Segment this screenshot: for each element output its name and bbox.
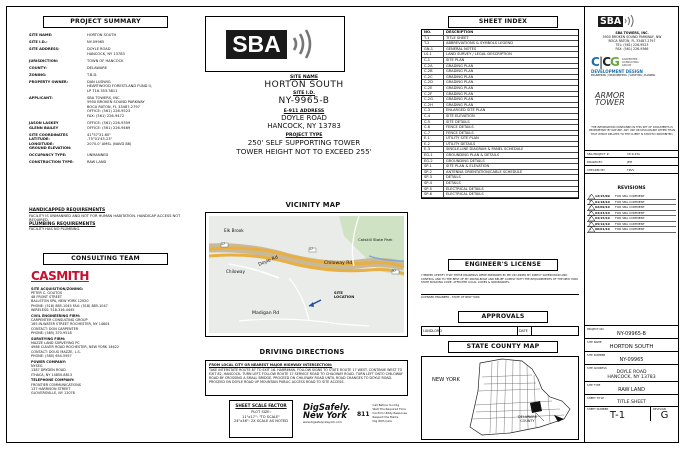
revision-desc: FOR SBA COMMENT bbox=[615, 210, 645, 215]
approvals-date-label: DATE bbox=[518, 327, 532, 335]
route-shield-17b: 17 bbox=[309, 247, 314, 251]
driving-directions-header: DRIVING DIRECTIONS bbox=[247, 348, 357, 359]
summary-value: 41°57'31.60" -75°01'45.23" 2070.0' AMSL (NAVD 88) bbox=[87, 132, 132, 146]
revision-date: 01/18/10 bbox=[595, 199, 610, 204]
tb-tel: TEL: (561) 226-9523 bbox=[615, 42, 649, 47]
approvals-header: APPROVALS bbox=[458, 311, 548, 323]
sheet-index-no: C-2A bbox=[422, 64, 444, 69]
project-type-label: PROJECT TYPE bbox=[285, 133, 323, 138]
sheet-index-desc: FENCE DETAILS bbox=[446, 125, 474, 130]
tb-site-number-label: SITE NUMBER bbox=[587, 353, 606, 357]
sheet-index-row[interactable] bbox=[422, 192, 578, 198]
map-label-site-location: SITE LOCATION bbox=[334, 291, 355, 299]
sheet-index-desc: GRADING PLAN bbox=[446, 69, 474, 74]
sheet-index-no: LS-1 bbox=[422, 52, 444, 57]
tb-sheet-number: T-1 bbox=[609, 410, 626, 422]
consulting-line: PHONE: (518) 885-1045 FAX: (518) 885-1047 bbox=[31, 303, 108, 308]
tb-proj-no-label: SBA PROJECT #: bbox=[587, 152, 610, 156]
sheet-index-desc: LAND SURVEY / LEGAL DESCRIPTION bbox=[446, 52, 512, 57]
sheet-index-no: C-2D bbox=[422, 80, 444, 85]
consulting-line: 1387 DRYDEN ROAD bbox=[31, 368, 66, 373]
revision-desc: FOR SBA COMMENT bbox=[615, 205, 645, 209]
tb-project: NY-09965-B bbox=[617, 331, 646, 337]
consulting-line: NYSEG bbox=[31, 364, 43, 369]
digsafely-name2: New York bbox=[303, 410, 347, 420]
tb-site-name: HORTON SOUTH bbox=[609, 344, 654, 350]
approvals-row bbox=[421, 326, 579, 336]
summary-value: NY-09965 bbox=[87, 39, 105, 44]
sheet-index-header: SHEET INDEX bbox=[448, 16, 558, 28]
sheet-index-no: C-2E bbox=[422, 86, 444, 91]
tb-ccg-sub: ENGINEERING | ENVIRONMENTAL | SURVEYING | PLANNING bbox=[591, 74, 656, 77]
handicapped-text: FACILITY IS UNMANNED AND NOT FOR HUMAN HABITATION. HANDICAP ACCESS NOT REQUIRED. bbox=[29, 213, 181, 223]
tb-sba-address bbox=[587, 32, 677, 52]
approvals-landlord: LANDLORD bbox=[423, 329, 442, 333]
sheet-index-no: C-2F bbox=[422, 92, 444, 97]
tb-site-number-cell bbox=[585, 352, 678, 365]
county-map-frame bbox=[421, 356, 579, 440]
sheet-index-desc: SITE DETAILS bbox=[446, 119, 470, 124]
tb-drawn-label: DRAWN BY: bbox=[587, 159, 603, 164]
sheet-index-desc: SITE PLAN & ELEVATION bbox=[446, 164, 490, 169]
sheet-index-no: C-7 bbox=[422, 131, 444, 136]
summary-value: RAW LAND bbox=[87, 160, 107, 165]
sba-logo: SBA bbox=[226, 30, 287, 59]
revision-letter: G bbox=[589, 227, 592, 231]
map-label-madigan-rd: Madigan Rd bbox=[252, 311, 280, 316]
summary-value: DOYLE ROAD HANCOCK, NY 13783 bbox=[87, 46, 125, 56]
plumbing-title: PLUMBING REQUIREMENTS bbox=[29, 221, 96, 227]
digsafely-step: Dig With Care bbox=[372, 419, 392, 423]
revision-row bbox=[587, 227, 676, 233]
tb-ccg-mark: C|CG bbox=[591, 55, 619, 69]
revision-desc: FOR SBA COMMENT bbox=[615, 194, 645, 198]
revision-triangle bbox=[587, 222, 595, 227]
sheet-index-no: SP-6 bbox=[422, 192, 444, 197]
tb-notice: THE INFORMATION CONTAINED IN THIS SET OF DOCUMENTS IS PROPRIETARY BY NATURE. ANY USE OR DISCLOSURE OTHER THAN THAT WHICH RELATES TO THE CLIENT IS STRICTLY PROHIBITED. bbox=[589, 126, 675, 136]
consulting-line: SURVEYING FIRM: bbox=[31, 336, 66, 341]
summary-row bbox=[29, 133, 187, 151]
vicinity-map-header: VICINITY MAP bbox=[275, 201, 351, 212]
consulting-line: CARPENTER CONSULTING GROUP bbox=[31, 318, 88, 323]
tb-ccg-logo bbox=[591, 55, 675, 83]
digsafely-url: www.digsafelynewyork.com bbox=[303, 420, 342, 424]
sheet-index-no: C-4 bbox=[422, 114, 444, 119]
summary-label: SITE I.D.: bbox=[29, 39, 48, 44]
route-shield-97: 97 bbox=[392, 269, 397, 273]
sheet-index-desc: GRADING PLAN bbox=[446, 97, 474, 102]
drawing-sheet bbox=[6, 6, 679, 443]
e911-address-line2: HANCOCK, NY 13783 bbox=[267, 122, 341, 130]
revision-date: 06/01/10 bbox=[595, 227, 610, 231]
sheet-index-col-desc: DESCRIPTION bbox=[446, 30, 474, 34]
project-type-line1: 250' SELF SUPPORTING TOWER bbox=[247, 138, 361, 147]
sheet-index-desc: DETAILS bbox=[446, 175, 461, 180]
consulting-line: CONTACT: DOUG MAZZE, L.S. bbox=[31, 349, 81, 354]
tb-sheet-title-cell bbox=[585, 395, 678, 407]
handicapped-section bbox=[29, 209, 189, 232]
summary-row bbox=[29, 40, 187, 45]
sheet-index-no: T-2 bbox=[422, 41, 444, 46]
sheet-index-desc: GRADING PLAN bbox=[446, 85, 474, 90]
e911-address-line1: DOYLE ROAD bbox=[281, 114, 327, 122]
summary-row bbox=[29, 59, 187, 64]
revision-desc: FOR SBA COMMENT bbox=[615, 227, 645, 231]
summary-value: OFFICE: (561) 226-9359 OFFICE: (561) 226-9469 bbox=[87, 121, 131, 130]
tb-site-number: NY-09965 bbox=[619, 357, 644, 363]
sheet-index-desc: GENERAL NOTES bbox=[446, 46, 477, 51]
summary-label: JASON LASKEY GLENN BAILEY bbox=[29, 121, 59, 130]
consulting-line: PHONE: (585) 370-9518 bbox=[31, 330, 72, 335]
tb-site-type: RAW LAND bbox=[618, 387, 645, 394]
sheet-index-no: SP-1 bbox=[422, 164, 444, 169]
project-summary-header: PROJECT SUMMARY bbox=[43, 16, 168, 28]
tb-sheet-number-row bbox=[585, 407, 678, 421]
summary-label: SITE NAME: bbox=[29, 33, 53, 37]
tb-site-name-label: SITE NAME bbox=[587, 340, 602, 344]
site-name-label: SITE NAME bbox=[290, 75, 318, 80]
sheet-index-no: C-6 bbox=[422, 125, 444, 130]
revision-letter: F bbox=[589, 222, 591, 226]
county-map-header: STATE COUNTY MAP bbox=[448, 341, 558, 353]
sheet-index-no: C-2C bbox=[422, 75, 444, 80]
tb-site-address-cell bbox=[585, 365, 678, 382]
consulting-line: 165 IN-WATER STREET ROCHESTER, NY 14604 bbox=[31, 322, 110, 327]
revision-date: 05/12/10 bbox=[595, 221, 610, 226]
consulting-line: SITE ACQUISITION/ZONING: bbox=[31, 286, 84, 291]
sheet-index-no: SP-2 bbox=[422, 170, 444, 175]
site-id-label: SITE I.D. bbox=[293, 91, 315, 96]
tb-revisions-table bbox=[587, 194, 676, 233]
sheet-index-no: SP-3 bbox=[422, 175, 444, 180]
sheet-index-no: EG-1 bbox=[422, 153, 444, 158]
summary-label: PROPERTY OWNER: bbox=[29, 79, 69, 84]
consulting-line: TELEPHONE COMPANY: bbox=[31, 378, 75, 383]
consulting-line: 4986 CULVER ROAD ROCHESTER, NEW YORK 14622 bbox=[31, 345, 120, 350]
revision-triangle bbox=[587, 216, 595, 221]
summary-row bbox=[29, 33, 187, 38]
scale-line1: PLOT SIZE: bbox=[251, 410, 271, 414]
sheet-index-desc: GRADING PLAN bbox=[446, 91, 474, 96]
signal-waves-icon bbox=[290, 27, 324, 61]
consulting-line: POWER COMPANY: bbox=[31, 359, 67, 364]
tb-ccg-name: CARPENTER CONSULTING GROUP bbox=[621, 57, 639, 67]
sheet-index-desc: GRADING PLAN bbox=[446, 80, 474, 85]
revision-desc: FOR SBA COMMENT bbox=[615, 199, 645, 204]
map-label-chiloway: Chiloway bbox=[226, 269, 245, 274]
revision-desc: FOR SBA COMMENT bbox=[615, 216, 645, 220]
approvals-date[interactable] bbox=[532, 327, 578, 335]
engineers-license-header: ENGINEER'S LICENSE bbox=[448, 259, 558, 271]
driving-subtitle: FROM LOCAL CITY OR NEAREST MAJOR HIGHWAY INTERSECTION: bbox=[209, 363, 333, 367]
summary-value: UNMANNED bbox=[87, 153, 109, 158]
sheet-index-desc: GRADING PLAN bbox=[446, 102, 474, 107]
tb-site-address: DOYLE ROAD HANCOCK, NY 13783 bbox=[607, 370, 656, 381]
consulting-line: MAZZE LAND SURVEYING PC bbox=[31, 341, 80, 346]
county-map-state: NEW YORK bbox=[432, 377, 460, 383]
tb-revision-label: REVISION bbox=[653, 407, 666, 412]
revision-triangle bbox=[587, 227, 595, 232]
summary-label: JURISDICTION: bbox=[29, 58, 59, 63]
county-map-county: DELAWARE COUNTY bbox=[518, 415, 537, 423]
tb-sheet-title: TITLE SHEET bbox=[617, 400, 646, 406]
sheet-index-no: C-1 bbox=[422, 58, 444, 63]
revision-triangle bbox=[587, 200, 595, 205]
revision-date: 12/15/09 bbox=[595, 194, 610, 198]
sheet-index-no: SP-5 bbox=[422, 187, 444, 192]
site-info-block bbox=[205, 75, 403, 156]
digsafely-step: Respect the Marks bbox=[372, 415, 399, 419]
plumbing-text: FACILITY HAS NO PLUMBING. bbox=[29, 227, 81, 232]
summary-row bbox=[29, 47, 187, 56]
scale-line3: 24"x36": 2X SCALE AS NOTED bbox=[233, 419, 289, 424]
casmith-logo-text: CASMITH bbox=[31, 269, 89, 283]
tb-site-address-label: SITE ADDRESS bbox=[587, 366, 607, 370]
summary-label: OCCUPANCY TYPE: bbox=[29, 153, 67, 158]
tb-site-name-cell bbox=[585, 339, 678, 352]
summary-row bbox=[29, 153, 187, 158]
tb-project-fields bbox=[585, 325, 678, 421]
tb-sheet-number-label: SHEET NUMBER bbox=[587, 407, 609, 412]
sheet-index-desc: FENCE DETAILS bbox=[446, 130, 474, 135]
digsafely-step: Confirm Utility Response bbox=[372, 411, 407, 415]
driving-directions-box bbox=[205, 360, 408, 396]
project-type-line2: TOWER HEIGHT NOT TO EXCEED 255' bbox=[236, 147, 372, 156]
sheet-index-no: SP-4 bbox=[422, 181, 444, 186]
consulting-line: CONTACT: DON CARPENTER bbox=[31, 326, 79, 331]
consulting-line: ITHACA, NY 14850-8813 bbox=[31, 372, 73, 377]
sheet-index-desc: ABBREVIATIONS & SYMBOLS LEGEND bbox=[446, 41, 514, 46]
driving-text: TAKE INTERSTATE ROUTE 87 TO EXIT 16. HARRIMAN. FOLLOW SIGNS TO STATE ROUTE 17 WEST. CONTINUE WEST TO EXIT 82, HANCOCK. TURN LEFT. FOLLOW ROUTE 17 SERVICE ROAD TO CHILOWAY ROAD. TURN LEFT ONTO CHILOWAY ROAD BY CROSSING A SMALL BRIDGE. PROCEED ON CHILOWAY ROAD UNTIL ROAD CHANGES TO DOYLE ROAD. PROCEED ON DOYLE ROAD UP MOUNTAIN PUBLIC ACCESS ROAD TO SITE ACCESS. bbox=[209, 367, 403, 384]
scale-title: SHEET SCALE FACTOR bbox=[235, 403, 287, 408]
tb-project-meta bbox=[585, 150, 678, 174]
tb-company: SBA TOWERS, INC. bbox=[615, 31, 649, 35]
consulting-line: GLOVERSVILLE, NY 12078 bbox=[31, 391, 75, 396]
handicapped-title: HANDICAPPED REQUIREMENTS bbox=[29, 208, 106, 213]
tb-sba-logo bbox=[598, 14, 637, 28]
digsafely-name1: DigSafely. bbox=[303, 402, 351, 412]
consulting-line: PHONE: (585) 654-5957 bbox=[31, 353, 72, 358]
tb-address: 5900 BROKEN SOUND PARKWAY, NW BOCA RATON, FL 33487-2797 bbox=[602, 34, 662, 43]
tb-sheet-number-cell bbox=[585, 407, 651, 421]
sheet-index-desc: GRADING PLAN bbox=[446, 63, 474, 68]
tb-ccg-dev: DEVELOPMENT DESIGN bbox=[591, 69, 643, 74]
consulting-line: FRONTIER COMMUNICATIONS bbox=[31, 382, 81, 387]
revision-date: 04/15/10 bbox=[595, 216, 610, 220]
ny-county-map bbox=[422, 357, 578, 439]
tb-site-type-cell bbox=[585, 382, 678, 395]
summary-label: ZONING: bbox=[29, 72, 47, 77]
summary-label: SITE COORDINATES LATITUDE: LONGITUDE: GROUND ELEVATION: bbox=[29, 132, 72, 151]
tb-checked-label: CHECKED BY: bbox=[587, 167, 606, 172]
revision-triangle bbox=[587, 205, 595, 210]
tb-project-label: PROJECT NO. bbox=[587, 327, 605, 331]
summary-value: TOWN OF HANCOCK bbox=[87, 58, 124, 63]
consulting-team-header: CONSULTING TEAM bbox=[43, 253, 168, 265]
sheet-index-desc: UTILITY SITE PLAN bbox=[446, 136, 479, 141]
revision-desc: FOR SBA COMMENT bbox=[615, 221, 645, 226]
license-line: LICENSED ENGINEER - STATE OF NEW YORK bbox=[421, 294, 579, 299]
summary-value: T.B.D. bbox=[87, 72, 98, 77]
digsafely-step: Wait The Required Time bbox=[372, 407, 406, 411]
digsafely-logo bbox=[303, 403, 408, 438]
sheet-index-desc: GROUNDING DETAILS bbox=[446, 158, 485, 163]
vicinity-map bbox=[209, 216, 404, 333]
sheet-index-table bbox=[421, 29, 579, 199]
consulting-line: 137 HARRISON STREET bbox=[31, 387, 71, 392]
sheet-index-desc: UTILITY DETAILS bbox=[446, 141, 476, 146]
sheet-index-no: E-2 bbox=[422, 142, 444, 147]
sheet-index-no: C-3 bbox=[422, 108, 444, 113]
map-label-chiloway-rd: Chiloway Rd bbox=[324, 261, 353, 266]
revision-letter: E bbox=[589, 216, 591, 220]
summary-label: SITE ADDRESS: bbox=[29, 46, 60, 51]
scale-line2: 11"x17": "TO SCALE" bbox=[242, 414, 280, 419]
revision-triangle bbox=[587, 194, 595, 199]
tb-fax: FAX: (561) 226-9366 bbox=[615, 46, 649, 51]
summary-row bbox=[29, 66, 187, 71]
vicinity-map-frame bbox=[205, 212, 408, 337]
tb-checked: TRVV bbox=[627, 167, 635, 172]
tb-project-cell bbox=[585, 326, 678, 339]
route-shield-17: 17 bbox=[221, 242, 226, 246]
sheet-index-desc: ELECTRICAL DETAILS bbox=[446, 186, 484, 191]
revision-date: 02/09/10 bbox=[595, 205, 610, 209]
summary-label: COUNTY: bbox=[29, 65, 47, 70]
sheet-index-no: C-2G bbox=[422, 97, 444, 102]
digsafely-811: 811 bbox=[357, 411, 370, 418]
sheet-index-desc: SITE ELEVATION bbox=[446, 113, 475, 118]
digsafely-steps bbox=[373, 403, 407, 438]
project-summary-table bbox=[29, 33, 187, 167]
sheet-index-desc: SINGLE-LINE DIAGRAM & PANEL SCHEDULE bbox=[446, 147, 524, 152]
digsafely-step: Call Before You Dig bbox=[372, 403, 400, 407]
sba-logo-box bbox=[205, 16, 345, 72]
sheet-index-no: GN-1 bbox=[422, 47, 444, 52]
revision-letter: D bbox=[589, 211, 592, 215]
tb-drawn: JEM bbox=[627, 159, 633, 164]
summary-row bbox=[29, 96, 187, 119]
consulting-line: CIVIL ENGINEERING FIRM: bbox=[31, 313, 81, 318]
tb-revision-cell bbox=[651, 407, 678, 421]
tb-site-type-label: SITE TYPE bbox=[587, 383, 601, 388]
tb-sheet-title-label: SHEET TITLE bbox=[587, 396, 604, 401]
consulting-line: BALLSTON SPA, NEW YORK 12020 bbox=[31, 299, 89, 304]
consulting-line: PETER C. GOUTOS bbox=[31, 290, 63, 295]
summary-value: HORTON SOUTH bbox=[87, 33, 117, 37]
revision-letter: B bbox=[589, 200, 591, 204]
tb-revision: G bbox=[660, 410, 669, 422]
e911-label: E-911 ADDRESS bbox=[283, 109, 325, 114]
sheet-index-rows bbox=[422, 36, 578, 198]
sheet-index-no: E-3 bbox=[422, 147, 444, 152]
tb-proj-no: CE-9-23A bbox=[627, 152, 640, 156]
summary-value: DELAWARE bbox=[87, 65, 107, 70]
sheet-index-desc: ELECTRICAL DETAILS bbox=[446, 192, 484, 197]
sheet-index-desc: GROUNDING PLAN & DETAILS bbox=[446, 153, 500, 158]
sheet-scale-box bbox=[229, 400, 293, 438]
revision-letter: C bbox=[589, 205, 591, 209]
sheet-index-desc: GRADING PLAN bbox=[446, 74, 474, 79]
tb-armor-tower-logo: ARMOR TOWER bbox=[595, 91, 625, 108]
approvals-sig[interactable] bbox=[440, 327, 518, 335]
tb-signal-icon bbox=[623, 14, 637, 28]
sheet-index-desc: DETAILS bbox=[446, 181, 461, 186]
summary-value: DAN LUDWIG HEARTWOOD FORESTLAND FUND II, LP 716.353.3811 bbox=[87, 79, 152, 93]
sheet-index-desc: SITE PLAN bbox=[446, 57, 465, 62]
license-box bbox=[421, 274, 579, 304]
summary-row bbox=[29, 121, 187, 130]
revision-triangle bbox=[587, 211, 595, 216]
revision-date: 03/23/10 bbox=[595, 210, 610, 215]
site-name: HORTON SOUTH bbox=[264, 80, 344, 90]
site-id: NY-9965-B bbox=[278, 96, 330, 106]
sheet-index-no: C-5 bbox=[422, 120, 444, 125]
map-label-catskill: Catskill State Park bbox=[358, 237, 393, 242]
sheet-index-no: C-2H bbox=[422, 103, 444, 108]
map-label-elk-brook: Elk Brook bbox=[224, 228, 244, 233]
sheet-index-no: T-1 bbox=[422, 36, 444, 41]
consulting-line: 48 FRONT STREET bbox=[31, 295, 62, 300]
title-block bbox=[584, 7, 678, 442]
summary-label: APPLICANT: bbox=[29, 95, 53, 100]
casmith-logo bbox=[31, 269, 89, 283]
consulting-team-list bbox=[31, 285, 191, 396]
sheet-index-desc: ENLARGED SITE PLAN bbox=[446, 108, 486, 113]
summary-row bbox=[29, 80, 187, 94]
sheet-index-no: E-1 bbox=[422, 136, 444, 141]
tb-revisions-header: REVISIONS bbox=[617, 186, 646, 191]
revision-letter: A bbox=[589, 194, 591, 198]
consulting-line: WIRELESS: 518-316-4445 bbox=[31, 307, 75, 312]
sheet-index-no: C-2B bbox=[422, 69, 444, 74]
sheet-index-col-no: NO. bbox=[422, 30, 444, 35]
map-label-doyle-rd: Doyle Rd bbox=[257, 255, 279, 268]
license-text: I HEREBY CERTIFY THAT THESE DRAWINGS WERE PREPARED BY ME OR UNDER MY DIRECT SUPERVISION AND CONTROL AND TO THE BEST OF MY KNOWLEDGE AND BELIEF COMPLY WITH THE REQUIREMENTS OF THE NEW YORK STATE BUILDING CODE, AFFECTED LOCAL CODES & ORDINANCES. bbox=[421, 273, 578, 284]
summary-label: CONSTRUCTION TYPE: bbox=[29, 160, 74, 165]
summary-row bbox=[29, 73, 187, 78]
tb-sba-mark: SBA bbox=[600, 15, 622, 27]
sheet-index-desc: ANTENNA ORIENTATION/CABLE SCHEDULE bbox=[446, 169, 523, 174]
summary-value: SBA TOWERS, INC. 5900 BROKEN SOUND PARKWAY BOCA RATON, FL 33487-2797 OFFICE: (561) 226-9523 FAX: (561) 226-9472 bbox=[87, 95, 145, 119]
sheet-index-desc: TITLE SHEET bbox=[446, 35, 469, 40]
sheet-index-no: EG-2 bbox=[422, 159, 444, 164]
summary-row bbox=[29, 160, 187, 165]
